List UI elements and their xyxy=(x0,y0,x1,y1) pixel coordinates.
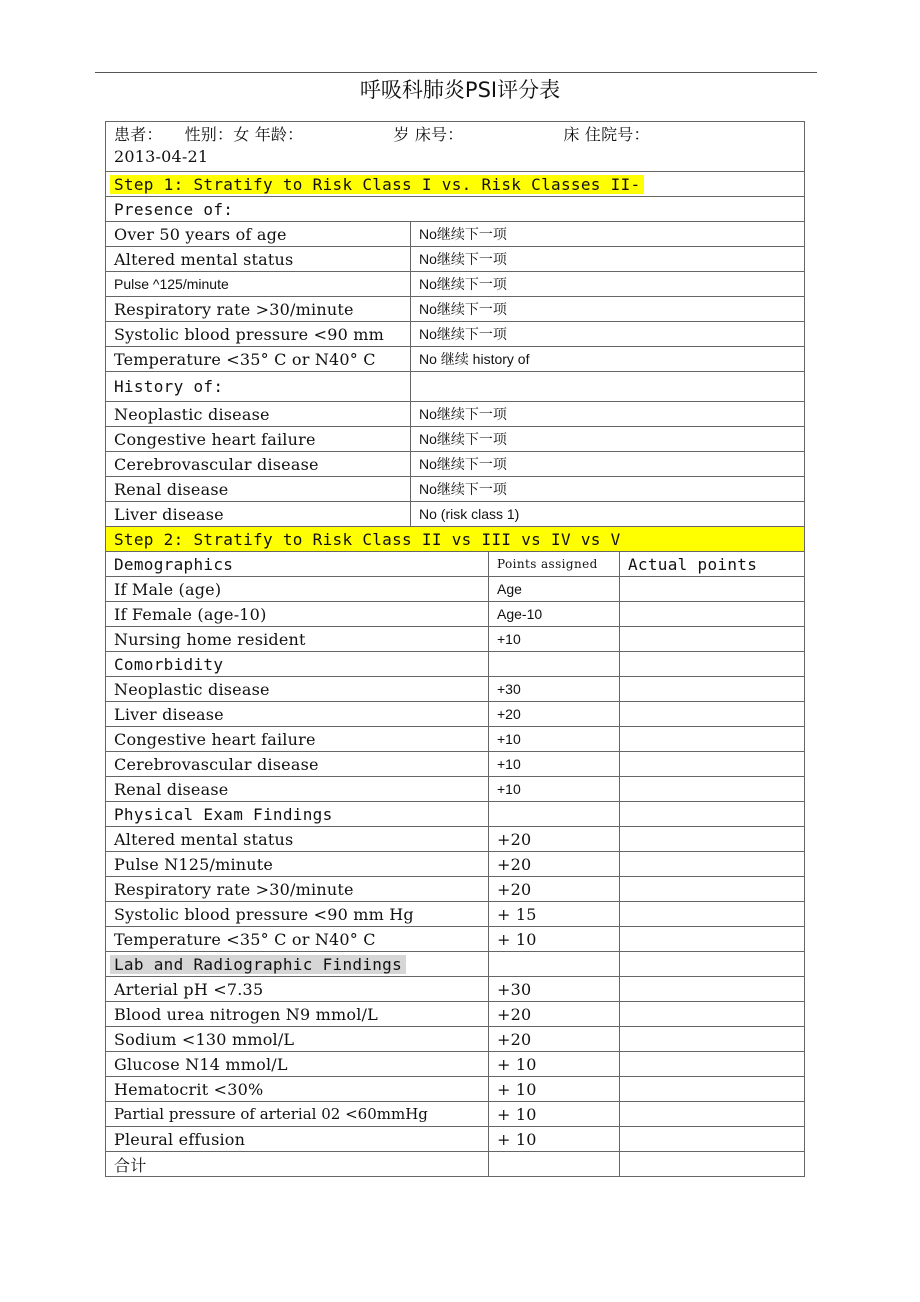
history-row xyxy=(106,476,804,501)
factor-label: Hematocrit <30% xyxy=(114,1079,264,1099)
page-title: 呼吸科肺炎PSI评分表 xyxy=(359,78,561,102)
header-rule xyxy=(95,72,817,73)
points-value: + 15 xyxy=(488,902,619,926)
step2-heading: Step 2: Stratify to Risk Class II vs III vs IV vs V xyxy=(106,527,804,551)
patient-label: 患者： xyxy=(114,125,163,144)
total-row xyxy=(106,1151,804,1176)
criterion-value: No 继续 history of xyxy=(410,347,804,371)
criterion-label: Liver disease xyxy=(114,504,224,524)
criterion-value: No (risk class 1) xyxy=(410,502,804,526)
points-value: + 10 xyxy=(488,1052,619,1076)
points-value: Age-10 xyxy=(488,602,619,626)
criterion-label: Congestive heart failure xyxy=(114,429,316,449)
criterion-value: No继续下一项 xyxy=(410,427,804,451)
factor-label: If Male (age) xyxy=(114,579,222,599)
history-heading-row xyxy=(106,371,804,401)
factor-label: Temperature <35° C or N40° C xyxy=(114,929,376,949)
bed-label: 床 住院号： xyxy=(563,125,650,144)
criterion-value: No继续下一项 xyxy=(410,322,804,346)
criterion-value: No继续下一项 xyxy=(410,247,804,271)
physical-heading-row xyxy=(106,801,804,826)
points-value: +30 xyxy=(488,677,619,701)
criterion-value: No继续下一项 xyxy=(410,402,804,426)
points-value: +20 xyxy=(488,877,619,901)
ward-label: 岁 床号： xyxy=(393,125,464,144)
score-row xyxy=(106,1026,804,1051)
factor-label: Renal disease xyxy=(114,779,229,799)
criterion-value: No继续下一项 xyxy=(410,477,804,501)
actual-points-cell[interactable] xyxy=(619,677,804,701)
total-points-cell[interactable] xyxy=(619,1152,804,1176)
score-row xyxy=(106,1076,804,1101)
total-label: 合计 xyxy=(114,1155,147,1175)
actual-points-cell[interactable] xyxy=(619,602,804,626)
points-value: +10 xyxy=(488,777,619,801)
factor-label: Blood urea nitrogen N9 mmol/L xyxy=(114,1004,378,1024)
points-value: + 10 xyxy=(488,927,619,951)
demographics-label: Demographics xyxy=(114,554,234,574)
lab-heading-row xyxy=(106,951,804,976)
actual-points-cell[interactable] xyxy=(619,1102,804,1126)
score-row xyxy=(106,701,804,726)
criterion-value: No继续下一项 xyxy=(410,272,804,296)
criterion-value: No继续下一项 xyxy=(410,452,804,476)
score-row xyxy=(106,776,804,801)
age-label: 年龄： xyxy=(254,125,304,144)
points-value: Age xyxy=(488,577,619,601)
patient-info xyxy=(106,122,804,171)
criterion-label: Systolic blood pressure <90 mm xyxy=(114,324,384,344)
factor-label: Altered mental status xyxy=(114,829,294,849)
actual-points-cell[interactable] xyxy=(619,1027,804,1051)
score-row xyxy=(106,601,804,626)
lab-label: Lab and Radiographic Findings xyxy=(110,955,406,974)
points-value: +20 xyxy=(488,827,619,851)
factor-label: Partial pressure of arterial 02 <60mmHg xyxy=(114,1105,428,1123)
points-value: +20 xyxy=(488,1027,619,1051)
score-row xyxy=(106,976,804,1001)
actual-points-cell[interactable] xyxy=(619,977,804,1001)
factor-label: Neoplastic disease xyxy=(114,679,270,699)
points-value: +20 xyxy=(488,702,619,726)
score-row xyxy=(106,1126,804,1151)
factor-label: Nursing home resident xyxy=(114,629,306,649)
criterion-value: No继续下一项 xyxy=(410,222,804,246)
factor-label: Sodium <130 mmol/L xyxy=(114,1029,295,1049)
history-row xyxy=(106,501,804,526)
score-row xyxy=(106,751,804,776)
physical-label: Physical Exam Findings xyxy=(114,804,333,824)
points-value: +10 xyxy=(488,727,619,751)
criterion-label: Neoplastic disease xyxy=(114,404,270,424)
criterion-label: Over 50 years of age xyxy=(114,224,287,244)
actual-points-cell[interactable] xyxy=(619,1077,804,1101)
criterion-label: Cerebrovascular disease xyxy=(114,454,319,474)
actual-points-cell[interactable] xyxy=(619,627,804,651)
actual-points-cell[interactable] xyxy=(619,902,804,926)
score-row xyxy=(106,676,804,701)
factor-label: Glucose N14 mmol/L xyxy=(114,1054,288,1074)
score-row xyxy=(106,1051,804,1076)
actual-points-cell[interactable] xyxy=(619,1052,804,1076)
col-points-header: Points assigned xyxy=(488,552,619,576)
history-row xyxy=(106,451,804,476)
actual-points-cell[interactable] xyxy=(619,827,804,851)
factor-label: Liver disease xyxy=(114,704,224,724)
history-label: History of: xyxy=(114,377,224,396)
presence-row xyxy=(106,271,804,296)
step1-heading: Step 1: Stratify to Risk Class I vs. Risk Classes II- xyxy=(110,175,644,194)
score-row xyxy=(106,576,804,601)
col-actual-header: Actual points xyxy=(619,552,804,576)
actual-points-cell[interactable] xyxy=(619,1127,804,1151)
actual-points-cell[interactable] xyxy=(619,577,804,601)
score-row xyxy=(106,1001,804,1026)
step1-heading-row xyxy=(106,171,804,196)
score-row xyxy=(106,726,804,751)
points-value: +30 xyxy=(488,977,619,1001)
score-row xyxy=(106,826,804,851)
presence-row xyxy=(106,246,804,271)
actual-points-cell[interactable] xyxy=(619,727,804,751)
score-row xyxy=(106,851,804,876)
criterion-value: No继续下一项 xyxy=(410,297,804,321)
points-value: +10 xyxy=(488,752,619,776)
actual-points-cell[interactable] xyxy=(619,927,804,951)
factor-label: Systolic blood pressure <90 mm Hg xyxy=(114,904,414,924)
comorbidity-heading-row xyxy=(106,651,804,676)
actual-points-cell[interactable] xyxy=(619,852,804,876)
presence-label: Presence of: xyxy=(114,199,234,219)
actual-points-cell[interactable] xyxy=(619,1002,804,1026)
record-date: 2013-04-21 xyxy=(114,147,209,166)
actual-points-cell[interactable] xyxy=(619,752,804,776)
actual-points-cell[interactable] xyxy=(619,702,804,726)
psi-score-table xyxy=(105,121,805,1177)
criterion-label: Renal disease xyxy=(114,479,229,499)
points-value: +20 xyxy=(488,852,619,876)
score-row xyxy=(106,1101,804,1126)
presence-row xyxy=(106,296,804,321)
points-value: + 10 xyxy=(488,1127,619,1151)
comorbidity-label: Comorbidity xyxy=(114,654,224,674)
points-value: +10 xyxy=(488,627,619,651)
criterion-label: Temperature <35° C or N40° C xyxy=(114,349,376,369)
presence-row xyxy=(106,221,804,246)
factor-label: Cerebrovascular disease xyxy=(114,754,319,774)
score-row xyxy=(106,926,804,951)
factor-label: Arterial pH <7.35 xyxy=(114,979,264,999)
factor-label: Pleural effusion xyxy=(114,1129,246,1149)
history-row xyxy=(106,401,804,426)
factor-label: If Female (age-10) xyxy=(114,604,267,624)
criterion-label: Respiratory rate >30/minute xyxy=(114,299,354,319)
score-row xyxy=(106,626,804,651)
factor-label: Respiratory rate >30/minute xyxy=(114,879,354,899)
gender-label: 性别：女 xyxy=(184,125,250,144)
demographics-heading-row xyxy=(106,551,804,576)
step2-heading-row xyxy=(106,526,804,551)
criterion-label: Altered mental status xyxy=(114,249,294,269)
patient-info-row xyxy=(106,122,804,171)
points-value: + 10 xyxy=(488,1077,619,1101)
presence-row xyxy=(106,321,804,346)
presence-heading-row xyxy=(106,196,804,221)
score-row xyxy=(106,876,804,901)
history-row xyxy=(106,426,804,451)
factor-label: Congestive heart failure xyxy=(114,729,316,749)
presence-row xyxy=(106,346,804,371)
points-value: + 10 xyxy=(488,1102,619,1126)
score-row xyxy=(106,901,804,926)
factor-label: Pulse N125/minute xyxy=(114,854,274,874)
criterion-label: Pulse ^125/minute xyxy=(114,276,229,292)
actual-points-cell[interactable] xyxy=(619,777,804,801)
actual-points-cell[interactable] xyxy=(619,877,804,901)
points-value: +20 xyxy=(488,1002,619,1026)
